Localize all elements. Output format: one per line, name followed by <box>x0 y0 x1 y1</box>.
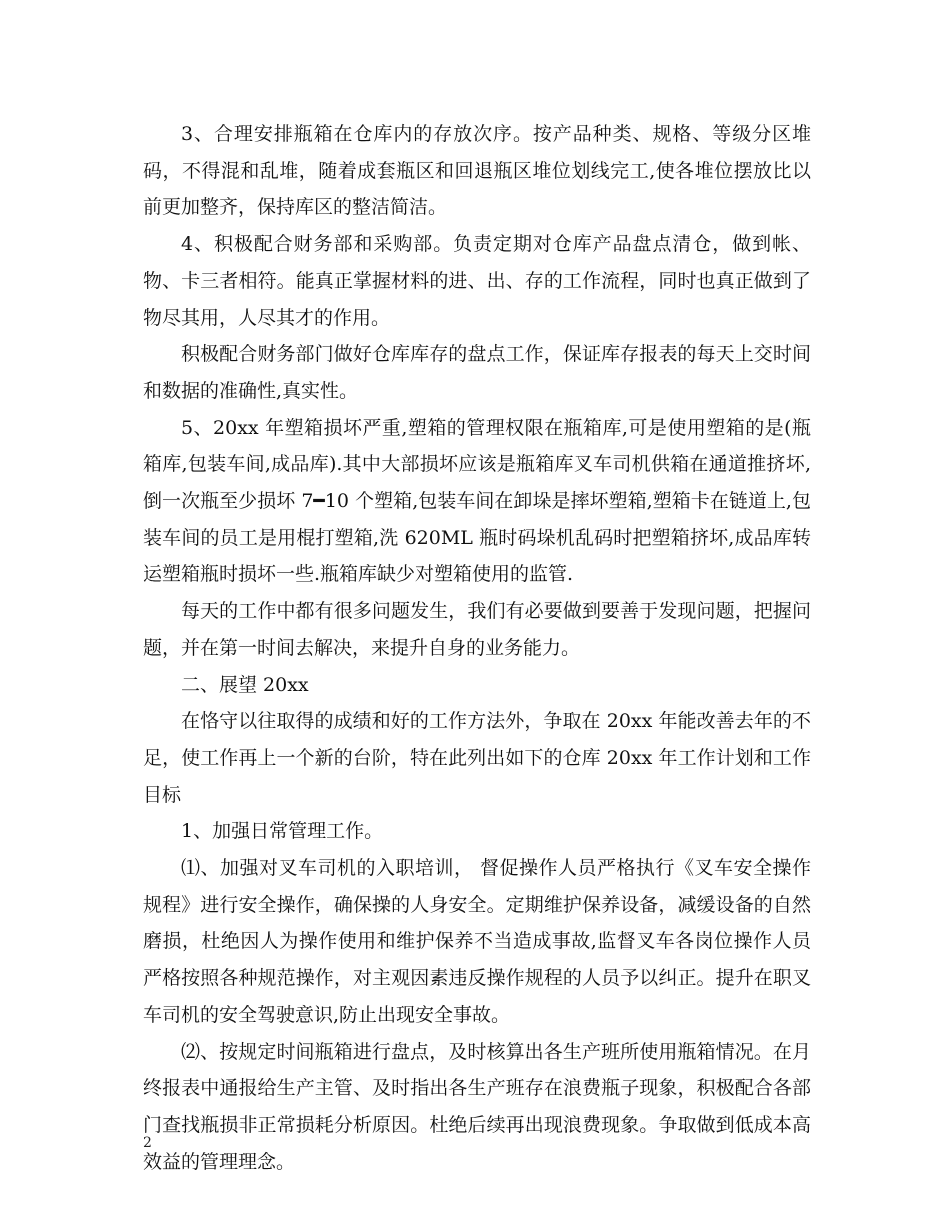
page-number: 2 <box>143 1135 152 1151</box>
section-heading-outlook: 二、展望 20xx <box>181 673 309 696</box>
paragraph-bottle-storage-order: 3、合理安排瓶箱在仓库内的存放次序。按产品种类、规格、等级分区堆码，不得混和乱堆，随着成套瓶区和回退瓶区堆位划线完工,使各堆位摆放比以前更加整齐，保持库区的整洁简洁。 <box>143 123 811 219</box>
paragraph-daily-management: 1、加强日常管理工作。 <box>181 820 384 843</box>
paragraph-plastic-crate-damage: 5、20xx 年塑箱损坏严重,塑箱的管理权限在瓶箱库,可是使用塑箱的是(瓶箱库,包装车间,成品库).其中大部损坏应该是瓶箱库叉车司机供箱在通道推挤坏,倒一次瓶至少损坏 7━10 个塑箱,包装车间在卸垛是摔坏塑箱,塑箱卡在链道上,包装车间的员工是用棍打塑箱,洗 620ML 瓶时码垛机乱码时把塑箱挤坏,成品库转运塑箱瓶时损坏一些.瓶箱库缺少对塑箱使用的监管. <box>143 416 811 586</box>
paragraph-forklift-training: ⑴、加强对叉车司机的入职培训， 督促操作人员严格执行《叉车安全操作规程》进行安全操作，确保操的人身安全。定期维护保养设备，减缓设备的自然磨损，杜绝因人为操作使用和维护保养不当造成事故,监督叉车各岗位操作人员严格按照各种规范操作，对主观因素违反操作规程的人员予以纠正。提升在职叉车司机的安全驾驶意识,防止出现安全事故。 <box>143 857 811 1026</box>
paragraph-outlook-intro: 在恪守以往取得的成绩和好的工作方法外，争取在 20xx 年能改善去年的不足，使工作再上一个新的台阶，特在此列出如下的仓库 20xx 年工作计划和工作目标 <box>143 710 811 806</box>
paragraph-finance-cooperation: 4、积极配合财务部和采购部。负责定期对仓库产品盘点清仓，做到帐、物、卡三者相符。能真正掌握材料的进、出、存的工作流程，同时也真正做到了物尽其用，人尽其才的作用。 <box>143 233 811 329</box>
paragraph-inventory-report: 积极配合财务部门做好仓库库存的盘点工作，保证库存报表的每天上交时间和数据的准确性,真实性。 <box>143 343 811 402</box>
paragraph-daily-problems: 每天的工作中都有很多问题发生，我们有必要做到要善于发现问题，把握问题，并在第一时间去解决，来提升自身的业务能力。 <box>143 600 811 659</box>
paragraph-bottle-count: ⑵、按规定时间瓶箱进行盘点，及时核算出各生产班所使用瓶箱情况。在月终报表中通报给生产主管、及时指出各生产班存在浪费瓶子现象，积极配合各部门查找瓶损非正常损耗分析原因。杜绝后续再出现浪费现象。争取做到低成本高效益的管理理念。 <box>143 1040 811 1173</box>
document-body <box>143 116 811 1180</box>
